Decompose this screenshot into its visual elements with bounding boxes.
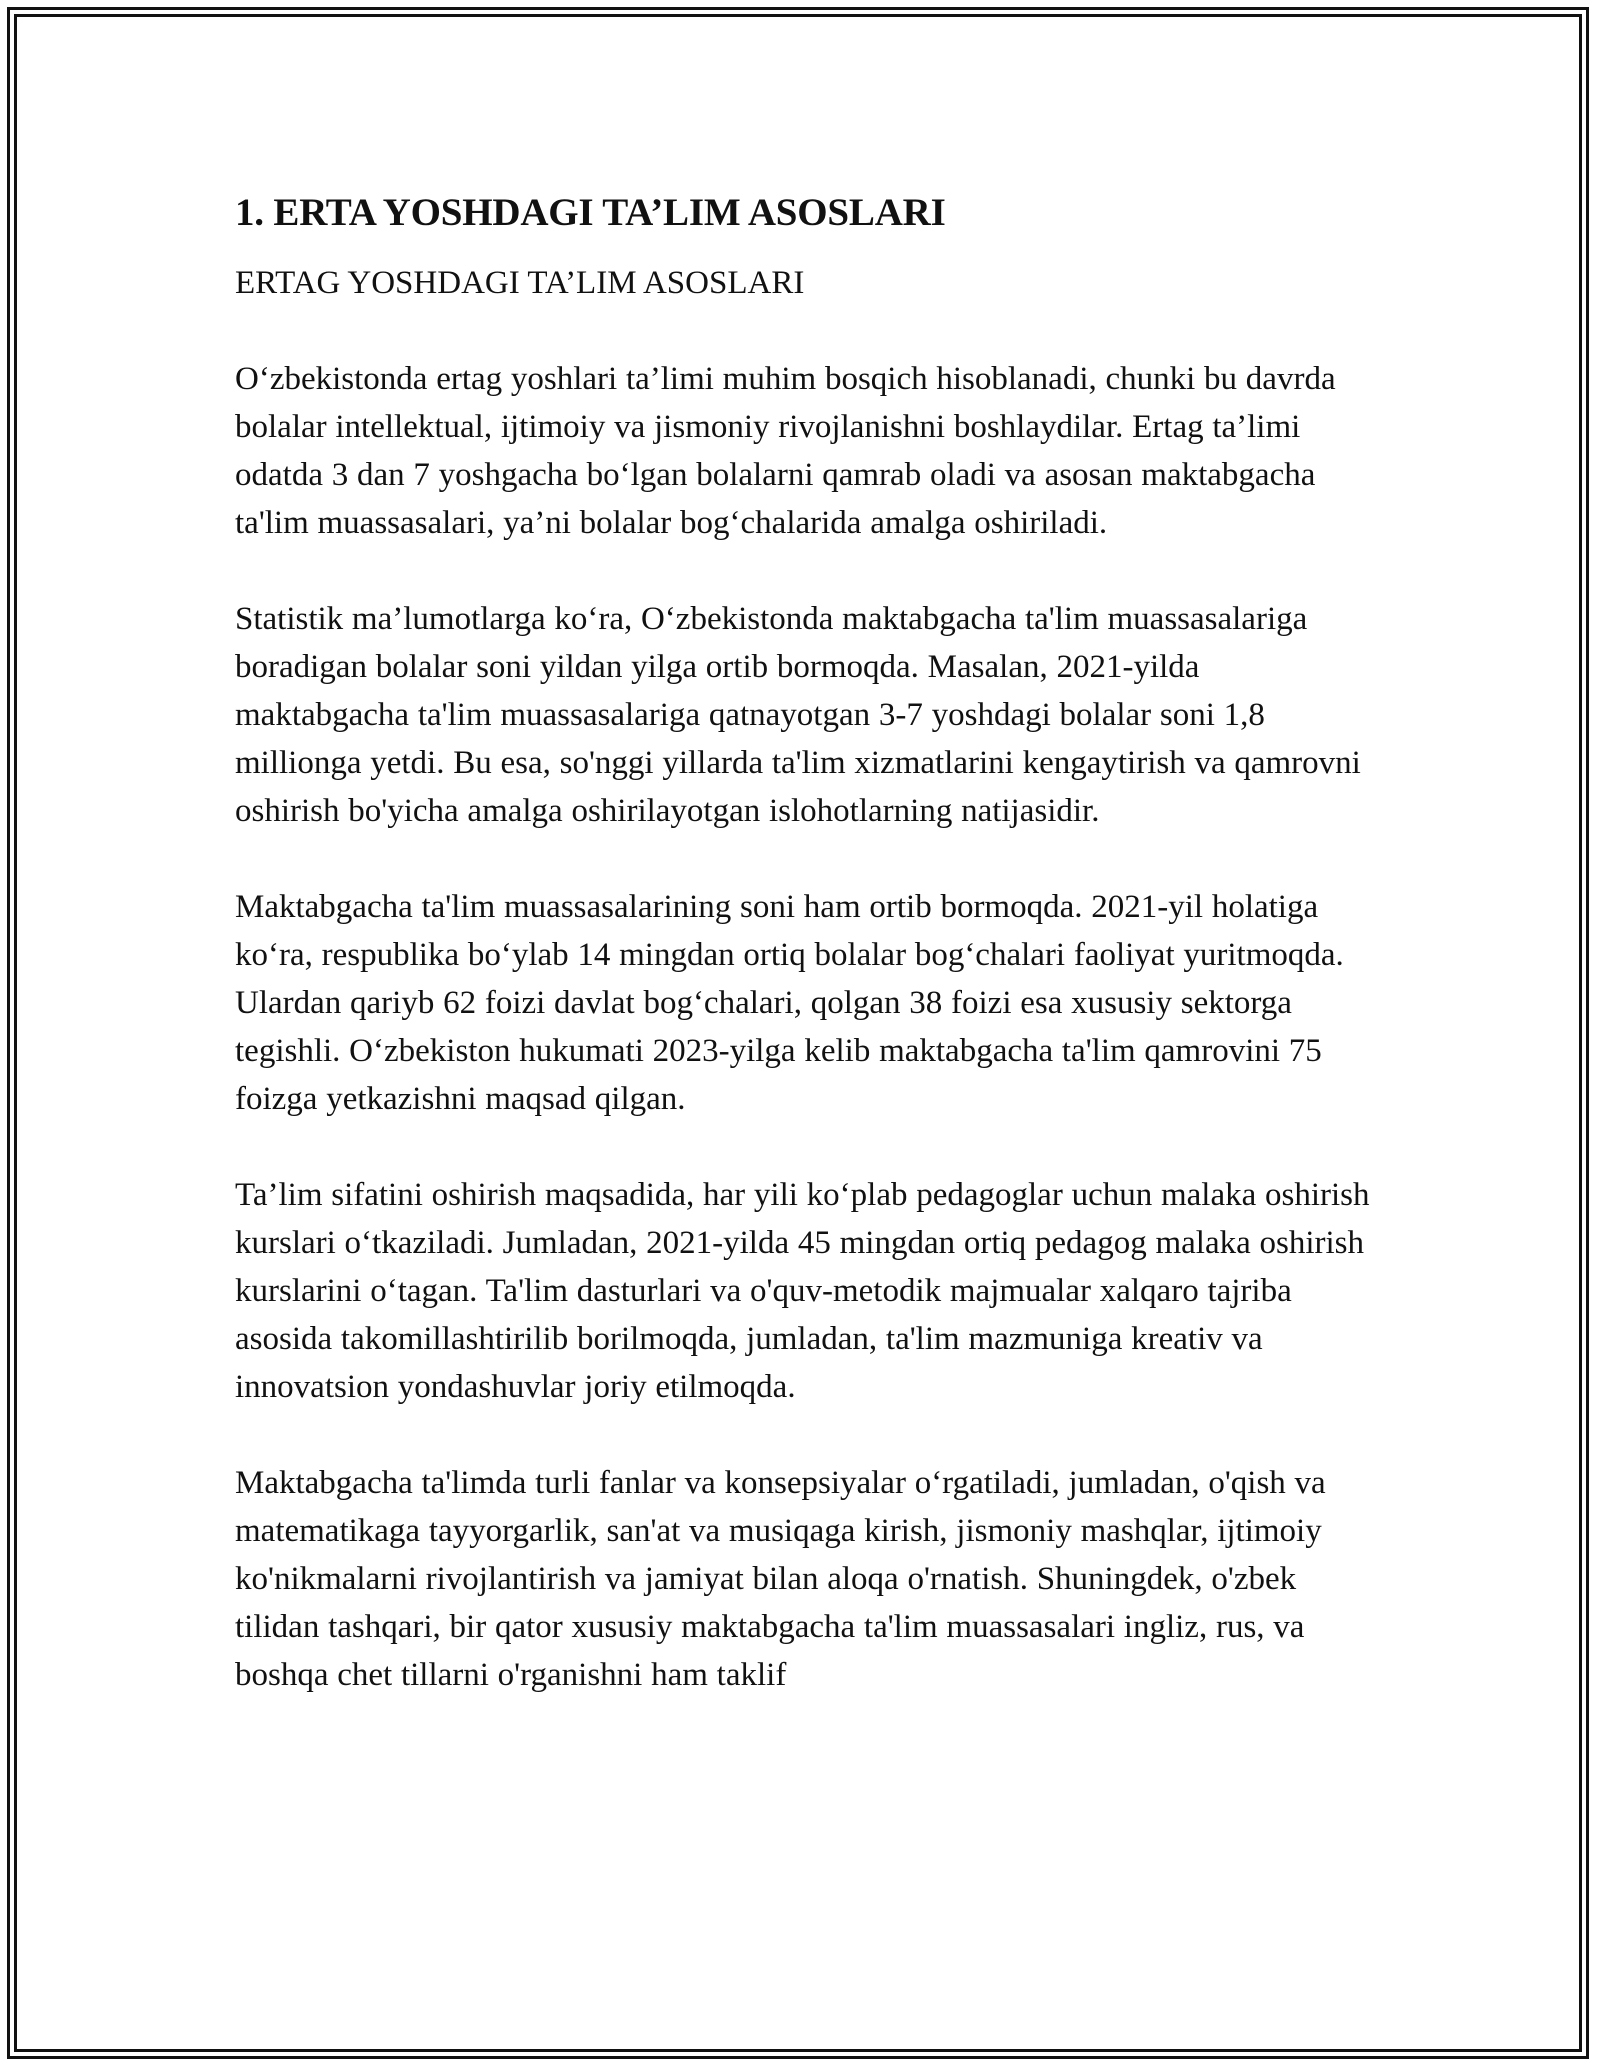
paragraph: Ta’lim sifatini oshirish maqsadida, har yili ko‘plab pedagoglar uchun malaka oshirish kurslari o‘tkaziladi. Jumladan, 2021-yilda 45 mingdan ortiq pedagog malaka oshirish kurslarini o‘tagan. Ta'lim dasturlari va o'quv-metodik majmualar xalqaro tajriba asosida takomillashtirilib borilmoqda, jumladan, ta'lim mazmuniga kreativ va innovatsion yondashuvlar joriy etilmoqda. xyxy=(235,1177,1370,1405)
paragraph: Maktabgacha ta'lim muassasalarining soni ham ortib bormoqda. 2021-yil holatiga ko‘ra, respublika bo‘ylab 14 mingdan ortiq bolalar bog‘chalari faoliyat yuritmoqda. Ulardan qariyb 62 foizi davlat bog‘chalari, qolgan 38 foizi esa xususiy sektorga tegishli. O‘zbekiston hukumati 2023-yilga kelib maktabgacha ta'lim qamrovini 75 foizga yetkazishni maqsad qilgan. xyxy=(235,889,1344,1117)
paragraph: O‘zbekistonda ertag yoshlari ta’limi muhim bosqich hisoblanadi, chunki bu davrda bolalar intellektual, ijtimoiy va jismoniy rivojlanishni boshlaydilar. Ertag ta’limi odatda 3 dan 7 yoshgacha bo‘lgan bolalarni qamrab oladi va asosan maktabgacha ta'lim muassasalari, ya’ni bolalar bog‘chalarida amalga oshiriladi. xyxy=(235,361,1336,541)
section-subheading: ERTAG YOSHDAGI TA’LIM ASOSLARI xyxy=(235,265,805,301)
section-heading: 1. ERTA YOSHDAGI TA’LIM ASOSLARI xyxy=(235,191,946,234)
paragraph: Statistik ma’lumotlarga ko‘ra, O‘zbekistonda maktabgacha ta'lim muassasalariga boradigan bolalar soni yildan yilga ortib bormoqda. Masalan, 2021-yilda maktabgacha ta'lim muassasalariga qatnayotgan 3-7 yoshdagi bolalar soni 1,8 millionga yetdi. Bu esa, so'nggi yillarda ta'lim xizmatlarini kengaytirish va qamrovni oshirish bo'yicha amalga oshirilayotgan islohotlarning natijasidir. xyxy=(235,601,1361,829)
document-body xyxy=(235,185,1370,1699)
paragraph: Maktabgacha ta'limda turli fanlar va konsepsiyalar o‘rgatiladi, jumladan, o'qish va matematikaga tayyorgarlik, san'at va musiqaga kirish, jismoniy mashqlar, ijtimoiy ko'nikmalarni rivojlantirish va jamiyat bilan aloqa o'rnatish. Shuningdek, o'zbek tilidan tashqari, bir qator xususiy maktabgacha ta'lim muassasalari ingliz, rus, va boshqa chet tillarni o'rganishni ham taklif xyxy=(235,1465,1326,1693)
